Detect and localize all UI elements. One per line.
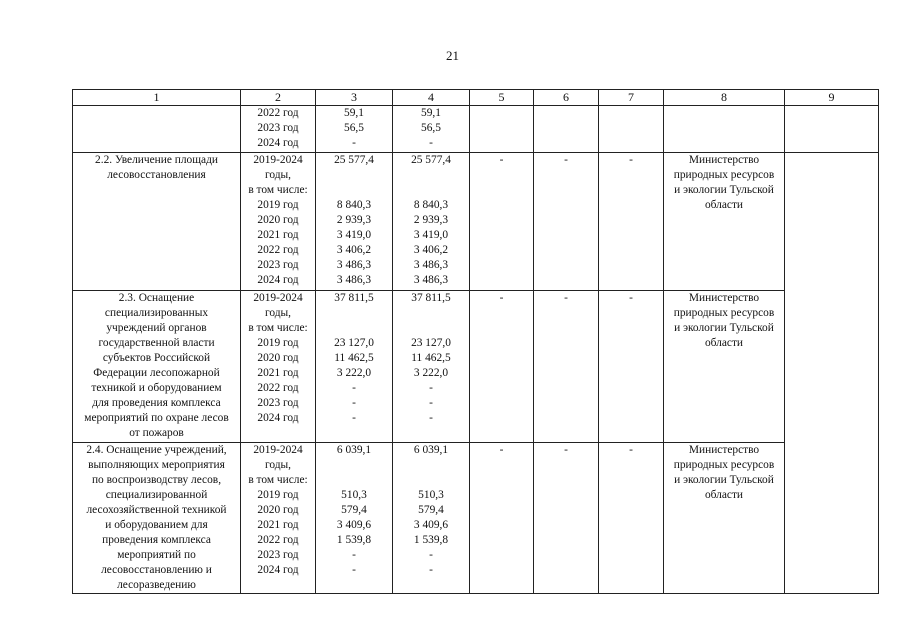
total-funding-value: 3 486,3 [336, 259, 372, 271]
measure-name-line: субъектов Российской [102, 352, 211, 364]
total-funding-value: 11 462,5 [334, 352, 374, 364]
federal-funding-value: 25 577,4 [411, 154, 451, 166]
federal-funding-value: - [429, 564, 433, 576]
period-line: 2019 год [257, 337, 299, 349]
period-cell [241, 153, 316, 291]
program-table [72, 89, 879, 594]
measure-name-line: мероприятий по [117, 549, 196, 561]
federal-funding-value: 579,4 [418, 504, 444, 516]
federal-funding-value: 56,5 [421, 122, 441, 134]
period-line: 2023 год [257, 549, 299, 561]
total-funding-value: 37 811,5 [334, 292, 374, 304]
measure-name-line: специализированной [105, 489, 208, 501]
federal-funding-value [395, 183, 467, 198]
total-funding-cell [316, 153, 393, 291]
measure-name-cell [73, 153, 241, 291]
measure-name-line: лесовосстановления [107, 169, 206, 181]
total-funding-value: 510,3 [341, 489, 367, 501]
federal-funding-value: 2 939,3 [413, 214, 449, 226]
measure-name-line: лесохозяйственной техникой [86, 504, 227, 516]
table-row [73, 443, 879, 594]
funding-cell-col6 [534, 106, 599, 153]
period-line: 2019 год [257, 199, 299, 211]
executor-line: и экологии Тульской [674, 322, 774, 334]
federal-funding-value: 11 462,5 [411, 352, 451, 364]
federal-funding-value: 3 486,3 [413, 259, 449, 271]
executor-line: и экологии Тульской [674, 184, 774, 196]
federal-funding-cell [393, 443, 470, 594]
period-line: 2022 год [257, 107, 299, 119]
period-line: 2024 год [257, 564, 299, 576]
header-cell: 5 [470, 90, 534, 106]
federal-funding-value: 3 419,0 [413, 229, 449, 241]
measure-name-line: учреждений органов [106, 322, 207, 334]
funding-cell-col6 [534, 443, 599, 594]
header-cell: 2 [241, 90, 316, 106]
measure-name-line: для проведения комплекса [92, 397, 221, 409]
executor-line: природных ресурсов [673, 169, 775, 181]
federal-funding-value: - [429, 397, 433, 409]
funding-value [601, 106, 661, 121]
funding-cell-col7 [599, 291, 664, 443]
federal-funding-value: 23 127,0 [411, 337, 451, 349]
federal-funding-value [395, 473, 467, 488]
federal-funding-value: - [429, 137, 433, 149]
period-line: 2019-2024 [253, 444, 303, 456]
executor-cell [664, 153, 785, 291]
funding-cell-col7 [599, 153, 664, 291]
federal-funding-value: 3 486,3 [413, 274, 449, 286]
funding-cell-col5 [470, 153, 534, 291]
executor-line: природных ресурсов [673, 459, 775, 471]
period-line: 2022 год [257, 534, 299, 546]
total-funding-value: - [352, 397, 356, 409]
measure-name-line: Федерации лесопожарной [93, 367, 220, 379]
federal-funding-value: - [429, 412, 433, 424]
executor-line: Министерство [688, 444, 760, 456]
funding-cell-col5 [470, 106, 534, 153]
federal-funding-value: 3 222,0 [413, 367, 449, 379]
period-line: 2020 год [257, 352, 299, 364]
period-line: в том числе: [248, 322, 308, 334]
funding-value: - [499, 154, 504, 166]
period-line: 2024 год [257, 137, 299, 149]
period-line: в том числе: [248, 474, 308, 486]
total-funding-value: - [352, 549, 356, 561]
total-funding-value: - [352, 382, 356, 394]
funding-value [536, 106, 596, 121]
executor-line: Министерство [688, 154, 760, 166]
total-funding-value: 59,1 [344, 107, 364, 119]
measure-name-line: по воспроизводству лесов, [91, 474, 222, 486]
header-cell: 4 [393, 90, 470, 106]
funding-cell-col7 [599, 443, 664, 594]
executor-line: области [704, 337, 744, 349]
total-funding-value [318, 458, 390, 473]
total-funding-value: - [352, 137, 356, 149]
table-row [73, 106, 879, 153]
total-funding-value: 8 840,3 [336, 199, 372, 211]
header-cell: 1 [73, 90, 241, 106]
total-funding-value [318, 306, 390, 321]
federal-funding-cell [393, 291, 470, 443]
period-line: 2020 год [257, 214, 299, 226]
funding-value: - [564, 444, 568, 456]
result-cell [785, 153, 879, 594]
period-line: 2024 год [257, 412, 299, 424]
period-line: 2021 год [257, 229, 299, 241]
total-funding-value: 23 127,0 [334, 337, 374, 349]
federal-funding-cell [393, 106, 470, 153]
result-cell [785, 106, 879, 153]
funding-value: - [499, 292, 504, 304]
measure-name-line: 2.4. Оснащение учреждений, [86, 444, 227, 456]
period-line: 2019-2024 [253, 154, 303, 166]
period-cell [241, 291, 316, 443]
federal-funding-value [395, 458, 467, 473]
total-funding-value [318, 321, 390, 336]
header-cell: 3 [316, 90, 393, 106]
federal-funding-value [395, 306, 467, 321]
total-funding-cell [316, 106, 393, 153]
period-line: 2021 год [257, 367, 299, 379]
funding-cell-col6 [534, 153, 599, 291]
federal-funding-value: 3 406,2 [413, 244, 449, 256]
total-funding-cell [316, 443, 393, 594]
period-line: в том числе: [248, 184, 308, 196]
federal-funding-value: 6 039,1 [413, 444, 449, 456]
federal-funding-value: - [429, 382, 433, 394]
federal-funding-value: 3 409,6 [413, 519, 449, 531]
total-funding-value [318, 168, 390, 183]
header-row [73, 90, 879, 106]
measure-name-line: лесовосстановлению и [101, 564, 212, 576]
funding-value: - [564, 292, 568, 304]
period-cell [241, 106, 316, 153]
period-line: 2023 год [257, 122, 299, 134]
period-cell [241, 443, 316, 594]
total-funding-value: 579,4 [341, 504, 367, 516]
total-funding-value: 3 406,2 [336, 244, 372, 256]
total-funding-value [318, 183, 390, 198]
period-line: годы, [264, 307, 292, 319]
page-number: 21 [446, 48, 459, 63]
executor-line: области [704, 199, 744, 211]
federal-funding-value: - [429, 549, 433, 561]
period-line: 2022 год [257, 244, 299, 256]
funding-value: - [629, 444, 633, 456]
total-funding-value: 6 039,1 [336, 444, 372, 456]
period-line: годы, [264, 459, 292, 471]
total-funding-value: 2 939,3 [336, 214, 372, 226]
federal-funding-value [395, 168, 467, 183]
total-funding-value: - [352, 412, 356, 424]
total-funding-value: - [352, 564, 356, 576]
total-funding-value: 3 409,6 [336, 519, 372, 531]
header-cell: 9 [785, 90, 879, 106]
funding-value: - [629, 292, 633, 304]
header-cell: 6 [534, 90, 599, 106]
total-funding-value: 25 577,4 [334, 154, 374, 166]
measure-name-cell [73, 443, 241, 594]
total-funding-cell [316, 291, 393, 443]
executor-line: Министерство [688, 292, 760, 304]
executor-line: области [704, 489, 744, 501]
executor-line: и экологии Тульской [674, 474, 774, 486]
federal-funding-value: 37 811,5 [411, 292, 451, 304]
total-funding-value [318, 473, 390, 488]
federal-funding-value: 59,1 [421, 107, 441, 119]
measure-name-line: выполняющих мероприятия [88, 459, 225, 471]
funding-cell-col5 [470, 443, 534, 594]
funding-value [472, 106, 531, 121]
header-cell: 8 [664, 90, 785, 106]
federal-funding-value: 1 539,8 [413, 534, 449, 546]
funding-cell-col7 [599, 106, 664, 153]
measure-name-line: и оборудованием для [105, 519, 208, 531]
funding-value: - [499, 444, 504, 456]
measure-name-line: проведения комплекса [102, 534, 211, 546]
header-cell: 7 [599, 90, 664, 106]
funding-value: - [564, 154, 568, 166]
period-line: 2024 год [257, 274, 299, 286]
federal-funding-value [395, 321, 467, 336]
federal-funding-value: 8 840,3 [413, 199, 449, 211]
total-funding-value: 3 486,3 [336, 274, 372, 286]
total-funding-value: 3 419,0 [336, 229, 372, 241]
total-funding-value: 1 539,8 [336, 534, 372, 546]
period-line: 2022 год [257, 382, 299, 394]
measure-name-line: специализированных [104, 307, 209, 319]
measure-name-line: лесоразведению [117, 579, 196, 591]
measure-name-line: государственной власти [98, 337, 215, 349]
measure-name-line: техникой и оборудованием [91, 382, 222, 394]
measure-name-cell [73, 106, 241, 153]
funding-value: - [629, 154, 633, 166]
executor-cell [664, 106, 785, 153]
period-line: годы, [264, 169, 292, 181]
federal-funding-cell [393, 153, 470, 291]
executor-cell [664, 443, 785, 594]
executor-cell [664, 291, 785, 443]
total-funding-value: 3 222,0 [336, 367, 372, 379]
measure-name-line: от пожаров [129, 427, 184, 439]
period-line: 2023 год [257, 259, 299, 271]
period-line: 2023 год [257, 397, 299, 409]
period-line: 2020 год [257, 504, 299, 516]
funding-cell-col5 [470, 291, 534, 443]
measure-name-cell [73, 291, 241, 443]
measure-name-line: мероприятий по охране лесов [84, 412, 229, 424]
measure-name-line: 2.3. Оснащение [118, 292, 195, 304]
federal-funding-value: 510,3 [418, 489, 444, 501]
period-line: 2019-2024 [253, 292, 303, 304]
measure-name-line: 2.2. Увеличение площади [95, 154, 218, 166]
executor-line: природных ресурсов [673, 307, 775, 319]
period-line: 2021 год [257, 519, 299, 531]
funding-cell-col6 [534, 291, 599, 443]
period-line: 2019 год [257, 489, 299, 501]
total-funding-value: 56,5 [344, 122, 364, 134]
table-row [73, 291, 879, 443]
table-row [73, 153, 879, 291]
